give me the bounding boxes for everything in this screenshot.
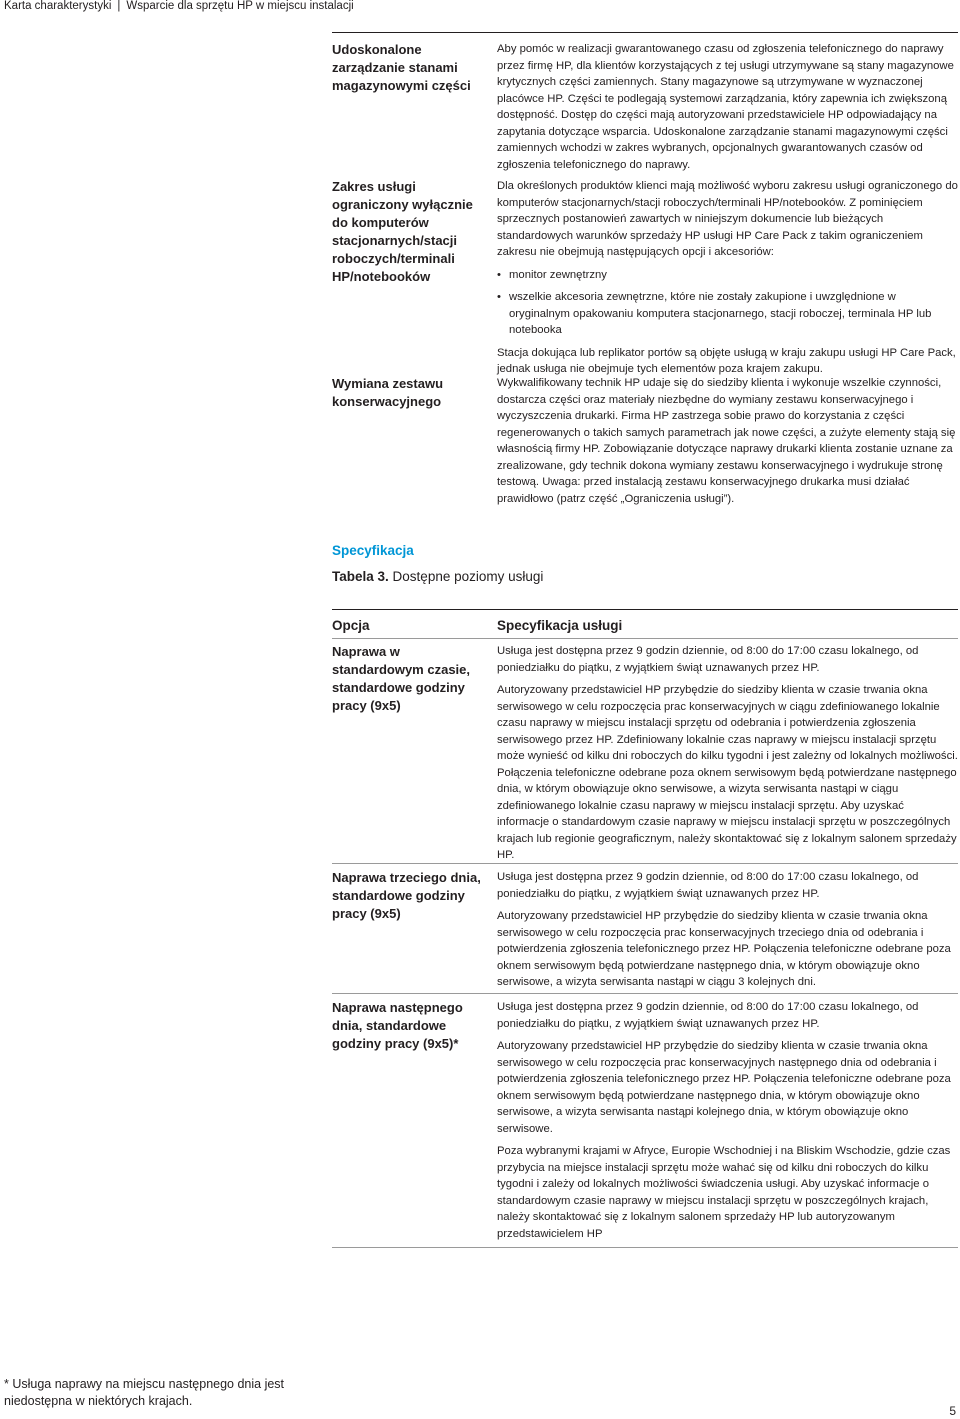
divider — [332, 863, 958, 864]
feature-paragraph: Dla określonych produktów klienci mają możliwość wyboru zakresu usługi ograniczonego do komputerów stacjonarnych/stacji roboczych/terminali HP/notebooków. Z pominięciem sprzecznych postanowień zawartych w niniejszym dokumencie lub bieżących standardowych warunków sprzedaży HP usługi HP Care Pack z takim ograniczeniem zakresu nie obejmują następujących opcji i akcesoriów: — [497, 180, 958, 258]
table-header-spec: Specyfikacja usługi — [497, 618, 623, 633]
section-title: Specyfikacja — [332, 543, 414, 558]
running-header — [4, 0, 354, 14]
table-paragraph: Autoryzowany przedstawiciel HP przybędzie do siedziby klienta w czasie trwania okna serwisowego w celu rozpoczęcia prac konserwacyjnych następnego dnia od odebrania i potwierdzenia zgłoszenia telefonicznego przez HP. Połączenia telefoniczne odebrane poza oknem serwisowym będą potwierdzane następnego dnia, w którym obowiązuje okno serwisowe, a wizyta serwisanta nastąpi kolejnego dnia, w którym obowiązuje okno serwisowe. — [497, 1040, 951, 1135]
feature-paragraph: Stacja dokująca lub replikator portów są objęte usługą w kraju zakupu usługi HP Care Pack, jednak usługa nie obejmuje tych elementów poza krajem zakupu. — [497, 346, 956, 375]
divider — [332, 638, 958, 639]
feature-label: Udoskonalone zarządzanie stanami magazynowymi części — [332, 42, 471, 93]
table-paragraph: Autoryzowany przedstawiciel HP przybędzie do siedziby klienta w czasie trwania okna serwisowego w celu rozpoczęcia prac konserwacyjnych trzeciego dnia od odebrania i potwierdzenia zgłoszenia telefonicznego przez HP. Połączenia telefoniczne odebrane poza oknem serwisowym będą potwierdzane następnego dnia, w którym obowiązuje okno serwisowe, a wizyta serwisanta nastąpi w ciągu 3 kolejnych dni. — [497, 910, 951, 988]
table-label: Tabela 3. — [332, 569, 389, 584]
table-caption-text: Dostępne poziomy usługi — [392, 569, 544, 584]
table-spec — [497, 869, 958, 997]
table-header-option: Opcja — [332, 618, 370, 633]
header-doc-type: Karta charakterystyki — [4, 0, 112, 12]
feature-label: Zakres usługi ograniczony wyłącznie do komputerów stacjonarnych/stacji roboczych/terminali HP/notebooków — [332, 179, 473, 284]
feature-body — [497, 178, 958, 384]
table-paragraph: Poza wybranymi krajami w Afryce, Europie Wschodniej i na Bliskim Wschodzie, gdzie czas przybycia na miejsce instalacji sprzętu może wahać się od kilku dni roboczych do kilku tygodni i zależy od lokalnych możliwości świadczenia usługi. Aby uzyskać informacje o standardowym czasie naprawy w miejscu instalacji sprzętu w poszczególnych krajach, należy skontaktować się z lokalnym salonem sprzedaży HP lub autoryzowanym przedstawicielem HP — [497, 1145, 951, 1240]
list-item: • monitor zewnętrzny — [497, 267, 958, 284]
table-paragraph: Autoryzowany przedstawiciel HP przybędzie do siedziby klienta w czasie trwania okna serwisowego w celu rozpoczęcia prac konserwacyjnych w ciągu zdefiniowanego lokalnie czasu naprawy w miejscu instalacji sprzętu od odebrania i potwierdzenia zgłoszenia serwisowego przez HP. Zdefiniowany lokalnie czas naprawy w miejscu instalacji sprzętu może wynieść od kilku dni roboczych do kilku tygodni i jest zależny od lokalnych możliwości. Połączenia telefoniczne odebrane poza oknem serwisowym będą potwierdzane następnego dnia, w którym obowiązuje okno serwisowe, a wizyta serwisanta nastąpi w ciągu zdefiniowanego lokalnie czasu naprawy w miejscu instalacji sprzętu. Aby uzyskać informacje o standardowym czasie naprawy w miejscu instalacji sprzętu w poszczególnych krajach lub regionie geograficznym, należy skontaktować się z lokalnym salonem sprzedaży HP. — [497, 684, 958, 861]
list-item: • wszelkie akcesoria zewnętrzne, które nie zostały zakupione i uwzględnione w oryginalnym opakowaniu komputera stacjonarnego, stacji roboczej, terminala HP lub notebooka — [497, 289, 958, 339]
table-option: Naprawa w standardowym czasie, standardowe godziny pracy (9x5) — [332, 644, 470, 713]
table-spec — [497, 999, 958, 1248]
feature-paragraph: Wykwalifikowany technik HP udaje się do siedziby klienta i wykonuje wszelkie czynności, dostarcza części oraz materiały niezbędne do wymiany zestawu konserwacyjnego i wyczyszczenia drukarki. Firma HP zastrzega sobie prawo do korzystania z części regenerowanych o takich samych parametrach jak nowe części, a zużyte elementy stają się własnością firmy HP. Zobowiązanie dotyczące naprawy drukarki klienta zostanie uznane za zrealizowane, gdy technik dokona wymiany zestawu konserwacyjnego i wydrukuje stronę testową. Uwaga: przed instalacją zestawu konserwacyjnego drukarka musi działać prawidłowo (patrz część „Ograniczenia usługi”). — [497, 377, 956, 505]
table-paragraph: Usługa jest dostępna przez 9 godzin dziennie, od 8:00 do 17:00 czasu lokalnego, od poniedziałku do piątku, z wyjątkiem świąt uznawanych przez HP. — [497, 871, 919, 900]
feature-body — [497, 41, 958, 179]
table-option: Naprawa następnego dnia, standardowe godziny pracy (9x5)* — [332, 1000, 463, 1051]
header-separator: | — [117, 0, 121, 12]
table-option: Naprawa trzeciego dnia, standardowe godziny pracy (9x5) — [332, 870, 481, 921]
divider — [332, 32, 958, 33]
feature-label: Wymiana zestawu konserwacyjnego — [332, 376, 444, 409]
divider — [332, 609, 958, 610]
divider — [332, 993, 958, 994]
table-caption — [332, 569, 543, 584]
table-spec — [497, 643, 958, 870]
footnote: * Usługa naprawy na miejscu następnego dnia jest niedostępna w niektórych krajach. — [4, 1377, 285, 1408]
divider — [332, 1247, 958, 1248]
page-number: 5 — [949, 1404, 956, 1418]
bullet-list — [497, 267, 958, 339]
table-paragraph: Usługa jest dostępna przez 9 godzin dziennie, od 8:00 do 17:00 czasu lokalnego, od poniedziałku do piątku, z wyjątkiem świąt uznawanych przez HP. — [497, 645, 919, 674]
table-paragraph: Usługa jest dostępna przez 9 godzin dziennie, od 8:00 do 17:00 czasu lokalnego, od poniedziałku do piątku, z wyjątkiem świąt uznawanych przez HP. — [497, 1001, 919, 1030]
feature-paragraph: Aby pomóc w realizacji gwarantowanego czasu od zgłoszenia telefonicznego do naprawy przez firmę HP, dla klientów korzystających z tej usługi utrzymywane są stany magazynowe krytycznych części zamiennych. Stany magazynowe są utrzymywane w wyznaczonej placówce HP. Części te podlegają systemowi zarządzania, który zapewnia ich zwiększoną dostępność. Dostęp do części mają autoryzowani przedstawiciele HP odpowiadający na zapytania dotyczące wsparcia. Udoskonalone zarządzanie stanami magazynowymi części zamiennych wchodzi w zakres wybranych, opcjonalnych gwarantowanych czasów od zgłoszenia telefonicznego do naprawy. — [497, 43, 954, 171]
header-doc-title: Wsparcie dla sprzętu HP w miejscu instalacji — [126, 0, 354, 12]
feature-body — [497, 375, 958, 513]
